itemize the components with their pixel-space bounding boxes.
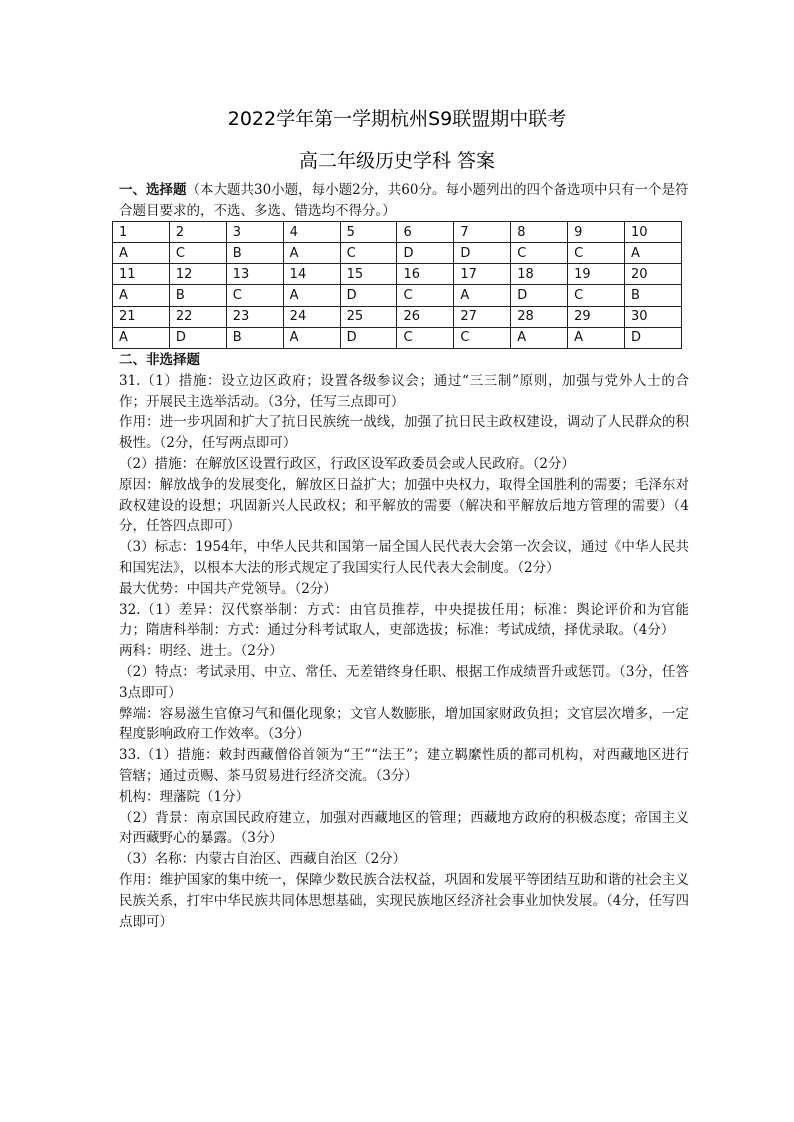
question-number-cell: 19 <box>568 264 625 285</box>
answer-table <box>112 221 682 349</box>
question-number-cell: 18 <box>511 264 568 285</box>
answer-cell: A <box>283 285 340 306</box>
answer-paragraph: 两科：明经、进士。（2分） <box>119 643 283 660</box>
answer-cell: C <box>397 327 454 348</box>
question-number-cell: 7 <box>454 222 511 243</box>
question-number-cell: 23 <box>226 306 283 327</box>
question-number-cell: 5 <box>340 222 397 243</box>
answer-cell: C <box>511 243 568 264</box>
answer-cell: C <box>169 243 226 264</box>
question-number-cell: 14 <box>283 264 340 285</box>
answer-cell: B <box>226 327 283 348</box>
question-number-cell: 26 <box>397 306 454 327</box>
answer-cell: A <box>113 285 170 306</box>
question-number-cell: 15 <box>340 264 397 285</box>
answer-cell: C <box>397 285 454 306</box>
question-number-cell: 13 <box>226 264 283 285</box>
answer-paragraph: 31.（1）措施：设立边区政府；设置各级参议会；通过“三三制”原则，加强与党外人士的合作；开展民主选举活动。（3分，任写三点即可） <box>119 372 689 410</box>
question-number-row <box>113 264 682 285</box>
answer-cell: A <box>113 243 170 264</box>
question-number-cell: 25 <box>340 306 397 327</box>
question-number-row <box>113 222 682 243</box>
section-open-questions <box>119 350 689 932</box>
question-number-cell: 1 <box>113 222 170 243</box>
answer-paragraph: 32.（1）差异：汉代察举制：方式：由官员推荐，中央提拔任用；标准：舆论评价和为官能力；隋唐科举制：方式：通过分科考试取人，吏部选拔；标准：考试成绩，择优录取。（4分） <box>119 601 689 639</box>
question-number-cell: 17 <box>454 264 511 285</box>
answer-cell: D <box>454 243 511 264</box>
answer-cell: D <box>169 327 226 348</box>
answer-cell: C <box>226 285 283 306</box>
answer-row <box>113 243 682 264</box>
answer-paragraph: （2）背景：南京国民政府建立，加强对西藏地区的管理；西藏地方政府的积极态度；帝国主义对西藏野心的暴露。（3分） <box>119 809 689 847</box>
answer-cell: A <box>113 327 170 348</box>
answer-paragraph: 机构：理藩院（1分） <box>119 788 250 805</box>
answer-paragraph: （2）特点：考试录用、中立、常任、无差错终身任职、根据工作成绩晋升或惩罚。（3分，任答3点即可） <box>119 663 689 701</box>
answer-paragraph: 33.（1）措施：敕封西藏僧俗首领为“王”“法王”；建立羁縻性质的都司机构，对西藏地区进行管辖；通过贡赐、茶马贸易进行经济交流。（3分） <box>119 747 689 784</box>
answer-cell: A <box>454 285 511 306</box>
answer-cell: A <box>283 243 340 264</box>
answer-paragraph: （2）措施：在解放区设置行政区，行政区设军政委员会或人民政府。（2分） <box>119 455 575 472</box>
question-number-row <box>113 306 682 327</box>
answer-paragraph: 原因：解放战争的发展变化，解放区日益扩大；加强中央权力，取得全国胜利的需要；毛泽东对政权建设的设想；巩固新兴人民政权；和平解放的需要（解决和平解放后地方管理的需要）（4分，任答四点即可） <box>119 476 689 535</box>
question-number-cell: 28 <box>511 306 568 327</box>
answer-cell: C <box>568 243 625 264</box>
answer-paragraph: 作用：进一步巩固和扩大了抗日民族统一战线，加强了抗日民主政权建设，调动了人民群众的积极性。（2分，任写两点即可） <box>119 414 689 452</box>
question-number-cell: 9 <box>568 222 625 243</box>
answer-cell: D <box>397 243 454 264</box>
question-number-cell: 2 <box>169 222 226 243</box>
section-choice-heading: 一、选择题 <box>119 182 187 198</box>
answer-cell: C <box>340 243 397 264</box>
question-number-cell: 4 <box>283 222 340 243</box>
answer-paragraph: 弊端：容易滋生官僚习气和僵化现象；文官人数膨胀，增加国家财政负担；文官层次增多，一定程度影响政府工作效率。（3分） <box>119 705 689 743</box>
question-number-cell: 3 <box>226 222 283 243</box>
answer-paragraph: （3）名称：内蒙古自治区、西藏自治区（2分） <box>119 851 407 868</box>
answer-cell: B <box>226 243 283 264</box>
question-number-cell: 8 <box>511 222 568 243</box>
section-open-heading: 二、非选择题 <box>119 352 200 368</box>
answer-cell: B <box>625 285 682 306</box>
answer-row <box>113 285 682 306</box>
question-number-cell: 20 <box>625 264 682 285</box>
answer-paragraph: （3）标志：1954年，中华人民共和国第一届全国人民代表大会第一次会议，通过《中华人民共和国宪法》，以根本大法的形式规定了我国实行人民代表大会制度。（2分） <box>119 539 689 576</box>
answer-cell: A <box>283 327 340 348</box>
page-subtitle: 高二年级历史学科 答案 <box>298 150 496 172</box>
section-choice-note: （本大题共30小题，每小题2分，共60分。每小题列出的四个备选项中只有一个是符合题目要求的，不选、多选、错选均不得分。） <box>119 182 689 219</box>
answer-cell: C <box>454 327 511 348</box>
question-number-cell: 22 <box>169 306 226 327</box>
question-number-cell: 6 <box>397 222 454 243</box>
answer-cell: A <box>625 243 682 264</box>
question-number-cell: 24 <box>283 306 340 327</box>
answer-paragraph: 作用：维护国家的集中统一，保障少数民族合法权益，巩固和发展平等团结互助和谐的社会主义民族关系，打牢中华民族共同体思想基础，实现民族地区经济社会事业加快发展。（4分，任写四点即可） <box>119 871 689 930</box>
question-number-cell: 21 <box>113 306 170 327</box>
question-number-cell: 16 <box>397 264 454 285</box>
answer-cell: A <box>568 327 625 348</box>
question-number-cell: 29 <box>568 306 625 327</box>
question-number-cell: 27 <box>454 306 511 327</box>
answer-cell: D <box>340 285 397 306</box>
answer-cell: D <box>625 327 682 348</box>
section-choice-intro <box>119 180 689 222</box>
answer-cell: A <box>511 327 568 348</box>
question-number-cell: 12 <box>169 264 226 285</box>
question-number-cell: 10 <box>625 222 682 243</box>
question-number-cell: 11 <box>113 264 170 285</box>
page-title: 2022学年第一学期杭州S9联盟期中联考 <box>227 108 567 130</box>
answer-cell: D <box>340 327 397 348</box>
answer-cell: D <box>511 285 568 306</box>
answer-paragraph: 最大优势：中国共产党领导。（2分） <box>119 580 337 597</box>
answer-row <box>113 327 682 348</box>
question-number-cell: 30 <box>625 306 682 327</box>
answer-cell: C <box>568 285 625 306</box>
answer-cell: B <box>169 285 226 306</box>
